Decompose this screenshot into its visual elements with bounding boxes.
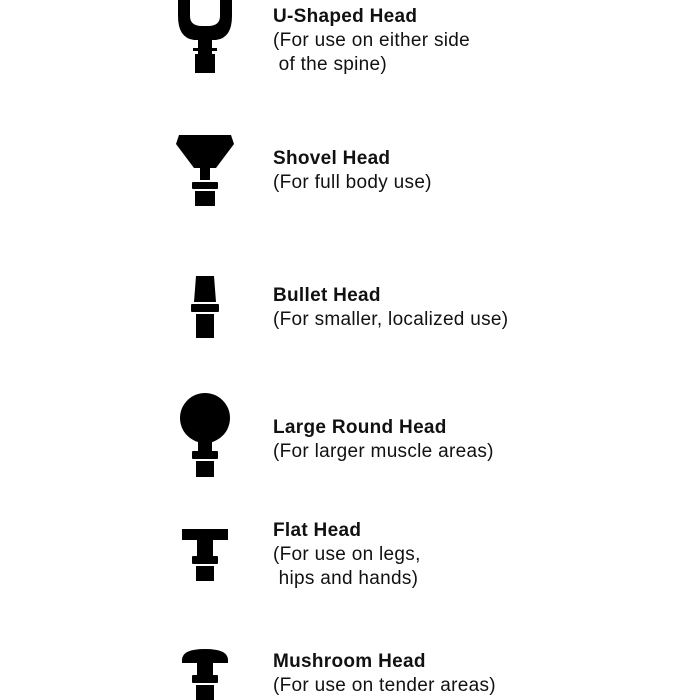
attachment-title: Bullet Head bbox=[273, 285, 381, 306]
attachment-title: Flat Head bbox=[273, 520, 362, 541]
attachment-description: (For smaller, localized use) bbox=[273, 309, 509, 330]
attachment-description: of the spine) bbox=[273, 54, 388, 75]
u-shaped-head-icon bbox=[170, 0, 240, 80]
attachment-description: hips and hands) bbox=[273, 568, 419, 589]
bullet-head-icon bbox=[170, 274, 240, 344]
attachment-description: (For larger muscle areas) bbox=[273, 441, 494, 462]
attachment-description: (For use on either side bbox=[273, 30, 470, 51]
attachment-description: (For use on legs, bbox=[273, 544, 421, 565]
large-round-head-icon bbox=[170, 391, 240, 481]
attachment-title: Mushroom Head bbox=[273, 651, 426, 672]
mushroom-head-icon bbox=[170, 647, 240, 700]
attachment-title: Large Round Head bbox=[273, 417, 447, 438]
shovel-head-icon bbox=[170, 132, 240, 212]
attachment-title: Shovel Head bbox=[273, 148, 391, 169]
attachment-description: (For full body use) bbox=[273, 172, 432, 193]
attachment-description: (For use on tender areas) bbox=[273, 675, 496, 696]
flat-head-icon bbox=[170, 527, 240, 587]
attachment-title: U-Shaped Head bbox=[273, 6, 418, 27]
